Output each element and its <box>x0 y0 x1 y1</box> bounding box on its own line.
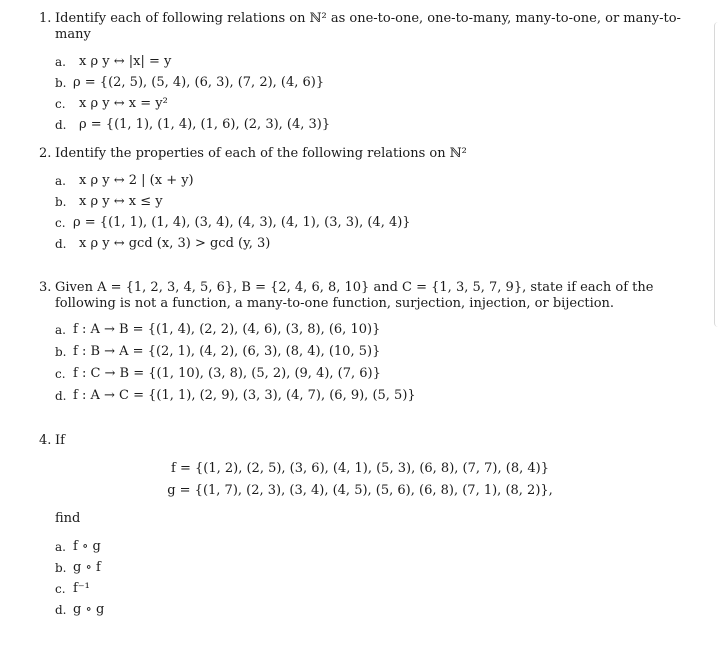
question-number: 1. <box>39 11 52 26</box>
question-number: 4. <box>39 433 52 448</box>
list-item <box>0 73 690 94</box>
item-label: c. <box>55 367 66 381</box>
item-text: x ρ y ↔ x = y² <box>79 96 168 111</box>
list-item <box>0 192 690 213</box>
list-item <box>0 600 690 621</box>
list-item <box>0 342 690 364</box>
question-4-parts <box>0 511 690 621</box>
list-item <box>0 386 690 408</box>
question-number: 2. <box>39 146 52 161</box>
function-definitions <box>0 458 720 502</box>
item-text: f : C → B = {(1, 10), (3, 8), (5, 2), (9, 4), (7, 6)} <box>73 366 381 381</box>
item-text: f : B → A = {(2, 1), (4, 2), (6, 3), (8, 4), (10, 5)} <box>73 344 381 359</box>
item-label: a. <box>55 55 66 69</box>
g-definition: g = {(1, 7), (2, 3), (3, 4), (4, 5), (5, 6), (6, 8), (7, 1), (8, 2)}, <box>167 483 553 498</box>
question-text: If <box>55 433 65 448</box>
list-item <box>0 579 690 600</box>
item-label: d. <box>55 389 67 403</box>
item-text: ρ = {(2, 5), (5, 4), (6, 3), (7, 2), (4, 6)} <box>73 75 325 90</box>
item-label: b. <box>55 345 67 359</box>
question-number: 3. <box>39 280 52 295</box>
question-text: Identify the properties of each of the following relations on ℕ² <box>55 146 467 161</box>
f-definition: f = {(1, 2), (2, 5), (3, 6), (4, 1), (5, 3), (6, 8), (7, 7), (8, 4)} <box>171 461 549 476</box>
question-text: Identify each of following relations on ℕ² as one-to-one, one-to-many, many-to-one, or many-to-many <box>55 11 681 42</box>
list-item <box>0 558 690 579</box>
item-label: b. <box>55 76 67 90</box>
list-item <box>0 320 690 342</box>
item-text: f : A → C = {(1, 1), (2, 9), (3, 3), (4, 7), (6, 9), (5, 5)} <box>73 388 416 403</box>
item-text: g ∘ g <box>73 602 105 617</box>
item-text: x ρ y ↔ 2 | (x + y) <box>79 173 194 188</box>
item-text: x ρ y ↔ x ≤ y <box>79 194 163 209</box>
item-text: f ∘ g <box>73 539 101 554</box>
item-text: g ∘ f <box>73 560 101 575</box>
item-label: d. <box>55 118 67 132</box>
item-label: d. <box>55 237 67 251</box>
item-text: f⁻¹ <box>73 581 90 596</box>
item-label: b. <box>55 561 67 575</box>
item-label: a. <box>55 323 66 337</box>
list-item <box>0 171 690 192</box>
list-item <box>0 52 690 73</box>
item-label: a. <box>55 174 66 188</box>
item-label: c. <box>55 97 66 111</box>
list-item <box>0 94 690 115</box>
item-label: c. <box>55 216 66 230</box>
item-label: a. <box>55 540 66 554</box>
question-2 <box>0 146 690 255</box>
item-text: ρ = {(1, 1), (1, 4), (3, 4), (4, 3), (4, 1), (3, 3), (4, 4)} <box>73 215 411 230</box>
find-label: find <box>55 511 81 526</box>
item-text: ρ = {(1, 1), (1, 4), (1, 6), (2, 3), (4, 3)} <box>79 117 331 132</box>
list-item <box>0 213 690 234</box>
question-text: Given A = {1, 2, 3, 4, 5, 6}, B = {2, 4, 6, 8, 10} and C = {1, 3, 5, 7, 9}, state if each of the following is not a function, a many-to-one function, surjection, injection, or bijection. <box>55 280 654 311</box>
list-item <box>0 364 690 386</box>
scroll-edge <box>714 22 720 327</box>
list-item <box>0 234 690 255</box>
question-1 <box>0 11 690 136</box>
item-text: f : A → B = {(1, 4), (2, 2), (4, 6), (3, 8), (6, 10)} <box>73 322 381 337</box>
item-label: d. <box>55 603 67 617</box>
list-item <box>0 537 690 558</box>
question-3 <box>0 280 690 408</box>
item-label: b. <box>55 195 67 209</box>
item-text: x ρ y ↔ |x| = y <box>79 54 172 69</box>
item-label: c. <box>55 582 66 596</box>
item-text: x ρ y ↔ gcd (x, 3) > gcd (y, 3) <box>79 236 271 251</box>
question-4 <box>0 433 690 449</box>
list-item <box>0 115 690 136</box>
